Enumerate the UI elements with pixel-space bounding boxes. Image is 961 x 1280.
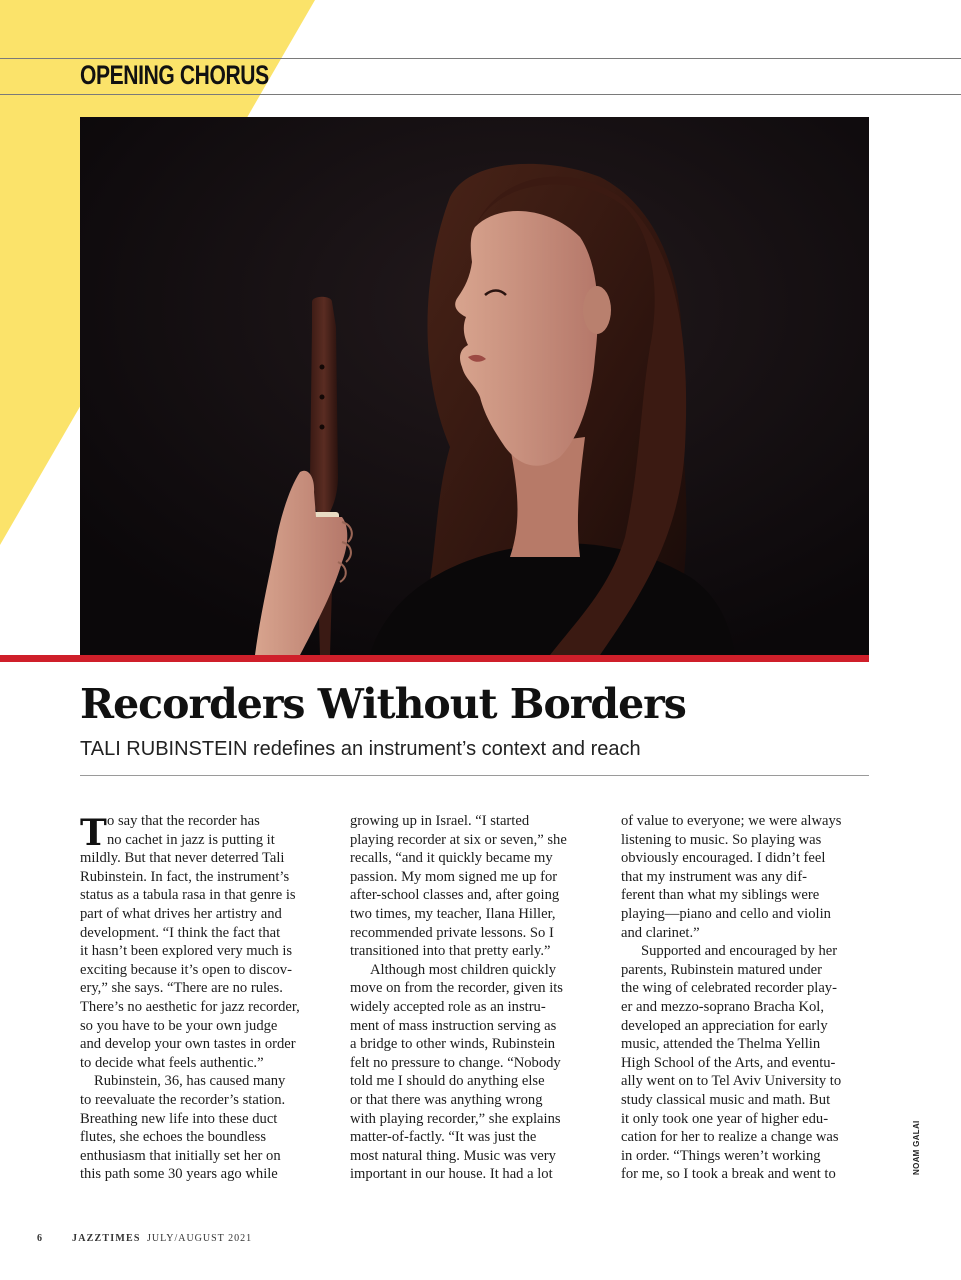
text-line: felt no pressure to change. “Nobody bbox=[350, 1054, 561, 1071]
portrait-illustration bbox=[80, 117, 869, 655]
text-line: Although most children quickly bbox=[370, 961, 557, 978]
body-column-3 bbox=[621, 812, 871, 1184]
text-line: part of what drives her artistry and bbox=[80, 905, 282, 922]
text-line: most natural thing. Music was very bbox=[350, 1147, 556, 1164]
text-line: flutes, she echoes the boundless bbox=[80, 1129, 267, 1146]
text-line: two times, my teacher, Ilana Hiller, bbox=[350, 905, 556, 922]
text-line: no cachet in jazz is putting it bbox=[107, 831, 275, 848]
text-line: There’s no aesthetic for jazz recorder, bbox=[80, 998, 300, 1015]
text-line: High School of the Arts, and eventu- bbox=[621, 1054, 836, 1071]
text-line: developed an appreciation for early bbox=[621, 1017, 828, 1034]
text-line: recalls, “and it quickly became my bbox=[350, 850, 553, 867]
text-line: and develop your own tastes in order bbox=[80, 1036, 296, 1053]
text-line: to reevaluate the recorder’s station. bbox=[80, 1091, 286, 1108]
text-line: Supported and encouraged by her bbox=[641, 943, 838, 960]
magazine-name: JAZZTIMES bbox=[72, 1233, 141, 1244]
body-column-1 bbox=[80, 812, 330, 1184]
text-line: er and mezzo-soprano Bracha Kol, bbox=[621, 998, 825, 1015]
text-line: parents, Rubinstein matured under bbox=[621, 961, 823, 978]
text-line: ferent than what my siblings were bbox=[621, 887, 820, 904]
text-line: Breathing new life into these duct bbox=[80, 1110, 278, 1127]
text-line: transitioned into that pretty early.” bbox=[350, 943, 551, 960]
section-rule-top bbox=[0, 58, 961, 59]
text-line: to decide what feels authentic.” bbox=[80, 1054, 264, 1071]
text-line: important in our house. It had a lot bbox=[350, 1166, 553, 1183]
text-line: move on from the recorder, given its bbox=[350, 980, 563, 997]
text-line: status as a tabula rasa in that genre is bbox=[80, 887, 296, 904]
text-line: enthusiasm that initially set her on bbox=[80, 1147, 281, 1164]
text-line: Rubinstein, 36, has caused many bbox=[94, 1073, 286, 1090]
text-line: playing—piano and cello and violin bbox=[621, 905, 831, 922]
text-line: that my instrument was any dif- bbox=[621, 868, 808, 885]
text-line: with playing recorder,” she explains bbox=[350, 1110, 561, 1127]
page-number: 6 bbox=[37, 1233, 43, 1244]
text-line: after-school classes and, after going bbox=[350, 887, 560, 904]
issue-date: JULY/AUGUST 2021 bbox=[147, 1233, 253, 1244]
text-line: in order. “Things weren’t working bbox=[621, 1147, 821, 1164]
text-line: cation for her to realize a change was bbox=[621, 1129, 839, 1146]
text-line: told me I should do anything else bbox=[350, 1073, 545, 1090]
text-line: exciting because it’s open to discov- bbox=[80, 961, 292, 978]
text-line: ally went on to Tel Aviv University to bbox=[621, 1073, 842, 1090]
text-line: of value to everyone; we were always bbox=[621, 813, 842, 829]
text-line: recommended private lessons. So I bbox=[350, 924, 554, 941]
text-line: growing up in Israel. “I started bbox=[350, 813, 530, 829]
text-line: widely accepted role as an instru- bbox=[350, 998, 546, 1015]
body-column-2 bbox=[350, 812, 600, 1184]
photo-credit: NOAM GALAI bbox=[912, 1120, 921, 1175]
hero-photo bbox=[80, 117, 869, 655]
text-line: playing recorder at six or seven,” she bbox=[350, 831, 567, 848]
text-line: mildly. But that never deterred Tali bbox=[80, 850, 285, 867]
article-deck: TALI RUBINSTEIN redefines an instrument’s context and reach bbox=[80, 738, 641, 760]
text-line: ery,” she says. “There are no rules. bbox=[80, 980, 283, 997]
text-line: obviously encouraged. I didn’t feel bbox=[621, 850, 826, 867]
text-line: this path some 30 years ago while bbox=[80, 1166, 278, 1183]
text-line: study classical music and math. But bbox=[621, 1091, 831, 1108]
text-line: matter-of-factly. “It was just the bbox=[350, 1129, 537, 1146]
text-line: the wing of celebrated recorder play- bbox=[621, 980, 837, 997]
text-line: it hasn’t been explored very much is bbox=[80, 943, 293, 960]
text-line: a bridge to other winds, Rubinstein bbox=[350, 1036, 556, 1053]
text-line: ment of mass instruction serving as bbox=[350, 1017, 557, 1034]
text-line: for me, so I took a break and went to bbox=[621, 1166, 836, 1183]
text-line: Rubinstein. In fact, the instrument’s bbox=[80, 868, 290, 885]
text-line: development. “I think the fact that bbox=[80, 924, 281, 941]
text-line: it only took one year of higher edu- bbox=[621, 1110, 829, 1127]
red-divider-bar bbox=[0, 655, 869, 662]
text-line: and clarinet.” bbox=[621, 924, 700, 941]
text-line: o say that the recorder has bbox=[107, 813, 260, 829]
article-headline: Recorders Without Borders bbox=[80, 680, 686, 728]
section-rule-bottom bbox=[0, 94, 961, 95]
text-line: music, attended the Thelma Yellin bbox=[621, 1036, 821, 1053]
text-line: so you have to be your own judge bbox=[80, 1017, 278, 1034]
section-label: OPENING CHORUS bbox=[80, 60, 269, 90]
deck-rule bbox=[80, 775, 869, 776]
text-line: or that there was anything wrong bbox=[350, 1091, 543, 1108]
text-line: listening to music. So playing was bbox=[621, 831, 822, 848]
drop-cap: T bbox=[80, 812, 107, 854]
text-line: passion. My mom signed me up for bbox=[350, 868, 558, 885]
